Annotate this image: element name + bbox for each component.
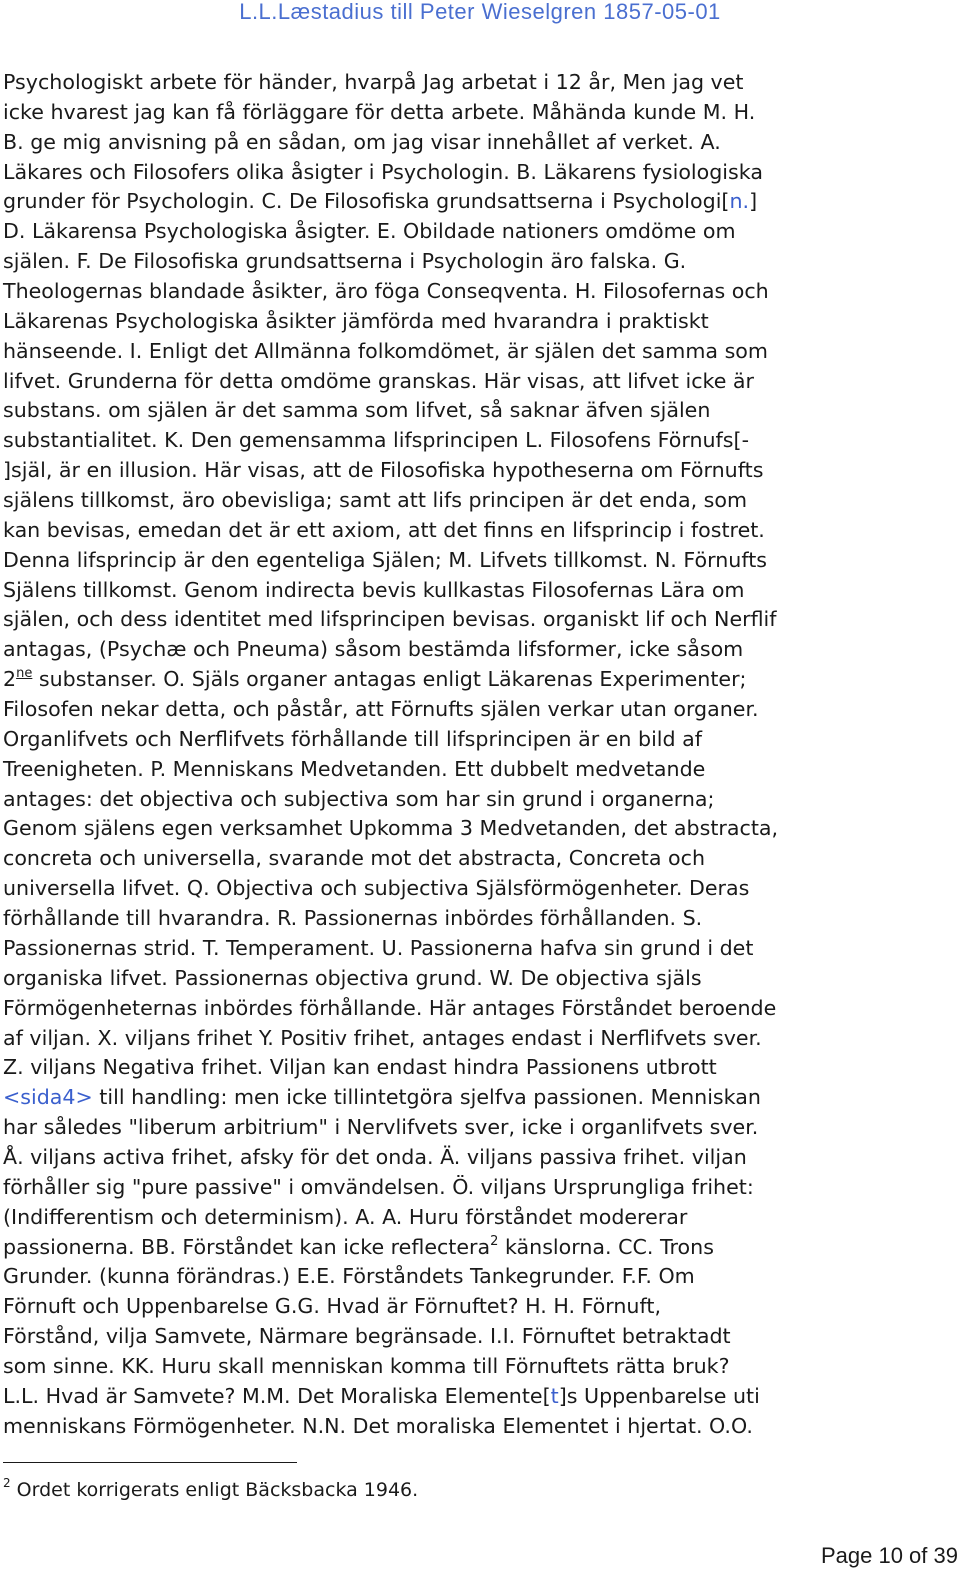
ordinal-superscript: ne [16,666,33,682]
text-line: själen, och dess identitet med lifsprincipen bevisas. organiskt lif och Nerflif [3,607,777,632]
footnote-divider [3,1462,297,1463]
text-line [3,1382,958,1412]
text-line [3,1083,958,1113]
footnote-reference[interactable]: 2 [490,1233,499,1249]
text-line: Passionernas strid. T. Temperament. U. Passionerna hafva sin grund i det [3,935,754,960]
text-line: som sinne. KK. Huru skall menniskan komma till Förnuftets rätta bruk? [3,1353,730,1378]
text-line: Läkares och Filosofers olika åsigter i Psychologin. B. Läkarens fysiologiska [3,159,763,184]
text-line: Grunder. (kunna förändras.) E.E. Förståndets Tankegrunder. F.F. Om [3,1264,695,1289]
text-line: substantialitet. K. Den gemensamma lifsprincipen L. Filosofens Förnufs[- [3,428,749,453]
text-line: förhåller sig "pure passive" i omvändelsen. Ö. viljans Ursprungliga frihet: [3,1174,754,1199]
text-segment: substanser. O. Själs organer antagas enligt Läkarenas Experimenter; [32,667,747,692]
text-segment: L.L. Hvad är Samvete? M.M. Det Moraliska Elemente[ [3,1383,551,1408]
text-line: Genom själens egen verksamhet Upkomma 3 Medvetanden, det abstracta, [3,816,779,841]
text-line: Organlifvets och Nerflifvets förhållande till lifsprincipen är en bild af [3,726,703,751]
text-line: ]själ, är en illusion. Här visas, att de Filosofiska hypotheserna om Förnufts [3,458,764,483]
text-line: Läkarenas Psychologiska åsikter jämförda med hvarandra i praktiskt [3,308,709,333]
text-line: själens tillkomst, äro obevisliga; samt att lifs principen är det enda, som [3,488,748,513]
document-title: L.L.Læstadius till Peter Wieselgren 1857-05-01 [239,0,721,24]
text-line: förhållande till hvarandra. R. Passionernas inbördes förhållanden. S. [3,906,703,931]
text-segment: ] [749,189,758,214]
text-line: D. Läkarensa Psychologiska åsigter. E. Obildade nationers omdöme om [3,219,736,244]
text-line: universella lifvet. Q. Objectiva och subjectiva Själsförmögenheter. Deras [3,876,750,901]
text-line [3,665,958,695]
text-line: Z. viljans Negativa frihet. Viljan kan endast hindra Passionens utbrott [3,1055,717,1080]
text-line: Psychologiskt arbete för händer, hvarpå Jag arbetat i 12 år, Men jag vet [3,70,744,94]
text-line: Theologernas blandade åsikter, äro föga Conseqventa. H. Filosofernas och [3,279,769,304]
text-line: hänseende. I. Enligt det Allmänna folkomdömet, är själen det samma som [3,338,768,363]
text-line: organiska lifvet. Passionernas objectiva grund. W. De objectiva själs [3,965,702,990]
text-line: Förnuft och Uppenbarelse G.G. Hvad är Förnuftet? H. H. Förnuft, [3,1294,661,1319]
footnote [3,1476,418,1504]
text-line: Å. viljans activa frihet, afsky för det onda. Ä. viljans passiva frihet. viljan [3,1144,747,1169]
text-line: af viljan. X. viljans frihet Y. Positiv frihet, antages endast i Nerflifvets sver. [3,1025,762,1050]
letter-body [3,68,958,1442]
text-line: Denna lifsprincip är den egenteliga Själen; M. Lifvets tillkomst. N. Förnufts [3,547,768,572]
page-marker: <sida4> [3,1085,93,1110]
text-line: antagas, (Psychæ och Pneuma) såsom bestämda lifsformer, icke såsom [3,637,744,662]
text-line: kan bevisas, emedan det är ett axiom, att det finns en lifsprincip i fostret. [3,517,765,542]
text-line: Förstånd, vilja Samvete, Närmare begränsade. I.I. Förnuftet betraktadt [3,1324,731,1349]
text-line: antages: det objectiva och subjectiva som har sin grund i organerna; [3,786,715,811]
text-line: substans. om själen är det samma som lifvet, så saknar äfven själen [3,398,711,423]
text-segment: till handling: men icke tillintetgöra sjelfva passionen. Menniskan [92,1085,761,1110]
text-line: B. ge mig anvisning på en sådan, om jag visar innehållet af verket. A. [3,129,721,154]
text-line [3,1233,958,1263]
text-line: lifvet. Grunderna för detta omdöme granskas. Här visas, att lifvet icke är [3,368,755,393]
text-line: (Indifferentism och determinism). A. A. Huru förståndet modererar [3,1204,688,1229]
text-segment: ]s Uppenbarelse uti [558,1383,760,1408]
text-line: menniskans Förmögenheter. N.N. Det moraliska Elementet i hjertat. O.O. [3,1413,753,1438]
page-number: Page 10 of 39 [820,1543,958,1568]
text-segment: känslorna. CC. Trons [498,1234,714,1259]
footnote-marker: 2 [3,1476,11,1490]
text-line: Treenigheten. P. Menniskans Medvetanden. Ett dubbelt medvetande [3,756,706,781]
text-line: concreta och universella, svarande mot det abstracta, Concreta och [3,846,705,871]
text-line [3,187,958,217]
text-segment: 2 [3,667,17,692]
footnote-text: Ordet korrigerats enligt Bäcksbacka 1946. [16,1479,419,1501]
editorial-insertion: n. [729,189,750,214]
text-line: Själens tillkomst. Genom indirecta bevis kullkastas Filosofernas Lära om [3,577,745,602]
text-line: Förmögenheternas inbördes förhållande. Här antages Förståndet beroende [3,995,777,1020]
text-line: Filosofen nekar detta, och påstår, att Förnufts själen verkar utan organer. [3,697,759,722]
text-line: icke hvarest jag kan få förläggare för detta arbete. Måhända kunde M. H. [3,99,756,124]
text-line: har således "liberum arbitrium" i Nervlifvets sver, icke i organlifvets sver. [3,1115,759,1140]
editorial-insertion: t [550,1383,559,1408]
text-segment: passionerna. BB. Förståndet kan icke reflectera [3,1234,491,1259]
text-segment: grunder för Psychologin. C. De Filosofiska grundsattserna i Psychologi[ [3,189,730,214]
text-line: själen. F. De Filosofiska grundsattserna i Psychologin äro falska. G. [3,249,687,274]
